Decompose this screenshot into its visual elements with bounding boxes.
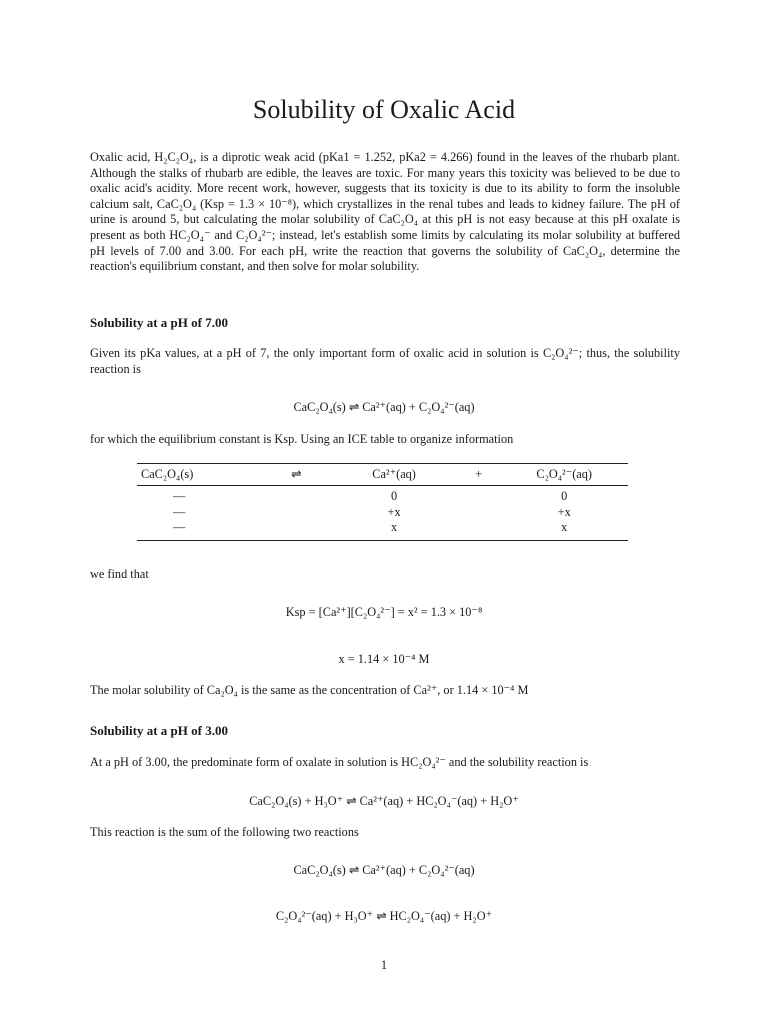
section-heading-ph3: Solubility at a pH of 3.00 [90, 723, 228, 738]
page-title: Solubility of Oxalic Acid [252, 95, 516, 124]
ice-cell: — [173, 489, 186, 503]
ice-table [137, 463, 628, 541]
equation-protonation-reaction: C₂O₄²⁻(aq) + H₃O⁺ ⇌ HC₂O₄⁻(aq) + H₂O⁺ [275, 909, 493, 923]
ice-cell: — [173, 504, 186, 519]
equation-ksp-expression: Ksp = [Ca²⁺][C₂O₄²⁻] = x² = 1.3 × 10⁻⁸ [285, 605, 483, 619]
ice-header-cell: C₂O₄²⁻(aq) [500, 464, 628, 486]
section2-paragraph-2: This reaction is the sum of the following two reactions [90, 825, 359, 839]
ice-cell: +x [557, 504, 571, 519]
ice-table-row-equilibrium [137, 520, 628, 540]
ice-cell: — [173, 520, 186, 534]
ice-cell: x [391, 520, 398, 534]
ice-table-row-initial [137, 486, 628, 505]
ice-cell: x [561, 520, 568, 534]
ice-cell [262, 486, 332, 505]
section1-paragraph-3: we find that [90, 567, 149, 581]
section1-paragraph-4: The molar solubility of Ca₂O₄ is the same as the concentration of Ca²⁺, or 1.14 × 10⁻⁴ M [90, 683, 529, 697]
section2-paragraph-1: At a pH of 3.00, the predominate form of oxalate in solution is HC₂O₄²⁻ and the solubility reaction is [90, 755, 589, 769]
ice-header-cell: CaC₂O₄(s) [137, 464, 262, 486]
intro-paragraph: Oxalic acid, H₂C₂O₄, is a diprotic weak acid (pKa1 = 1.252, pKa2 = 4.266) found in the leaves of the rhubarb plant. Although the stalks of rhubarb are edible, the leaves are toxic. For many years this toxicity was believed to be due to oxalic acid's acidity. More recent work, however, suggests that its toxicity is due to its ability to form the insoluble calcium salt, CaC₂O₄ (Ksp = 1.3 × 10⁻⁸), which crystallizes in the renal tubes and leads to kidney failure. The pH of urine is around 5, but calculating the molar solubility of CaC₂O₄ at this pH is not easy because at this pH oxalate is present as both HC₂O₄⁻ and C₂O₄²⁻; instead, let's establish some limits by calculating its molar solubility at buffered pH levels of 7.00 and 3.00. For each pH, write the reaction that governs the solubility of CaC₂O₄, determine the reaction's equilibrium constant, and then solve for molar solubility. [90, 150, 680, 274]
ice-cell: 0 [391, 489, 398, 503]
section1-paragraph-2: for which the equilibrium constant is Ksp. Using an ICE table to organize information [90, 432, 514, 446]
ice-table-row-change [137, 505, 628, 521]
ice-cell [457, 486, 500, 505]
equation-solubility-reaction-ph3: CaC₂O₄(s) + H₃O⁺ ⇌ Ca²⁺(aq) + HC₂O₄⁻(aq) + H₂O⁺ [249, 794, 519, 808]
section-heading-ph7: Solubility at a pH of 7.00 [90, 315, 228, 330]
page-number: 1 [380, 958, 388, 972]
section1-paragraph-1: Given its pKa values, at a pH of 7, the only important form of oxalic acid in solution is C₂O₄²⁻; thus, the solubility reaction is [90, 346, 680, 376]
ice-header-cell: + [457, 464, 500, 486]
equation-x-value: x = 1.14 × 10⁻⁴ M [338, 652, 430, 666]
ice-cell [457, 505, 500, 521]
equation-dissolution-reaction: CaC₂O₄(s) ⇌ Ca²⁺(aq) + C₂O₄²⁻(aq) [293, 863, 475, 877]
equation-solubility-reaction-ph7: CaC₂O₄(s) ⇌ Ca²⁺(aq) + C₂O₄²⁻(aq) [293, 400, 475, 414]
ice-cell: +x [387, 504, 401, 519]
ice-cell [262, 520, 332, 540]
ice-cell [262, 505, 332, 521]
ice-table-header-row [137, 464, 628, 486]
ice-header-cell: Ca²⁺(aq) [331, 464, 457, 486]
ice-cell: 0 [561, 489, 568, 503]
ice-header-cell: ⇌ [262, 464, 332, 486]
ice-cell [457, 520, 500, 540]
